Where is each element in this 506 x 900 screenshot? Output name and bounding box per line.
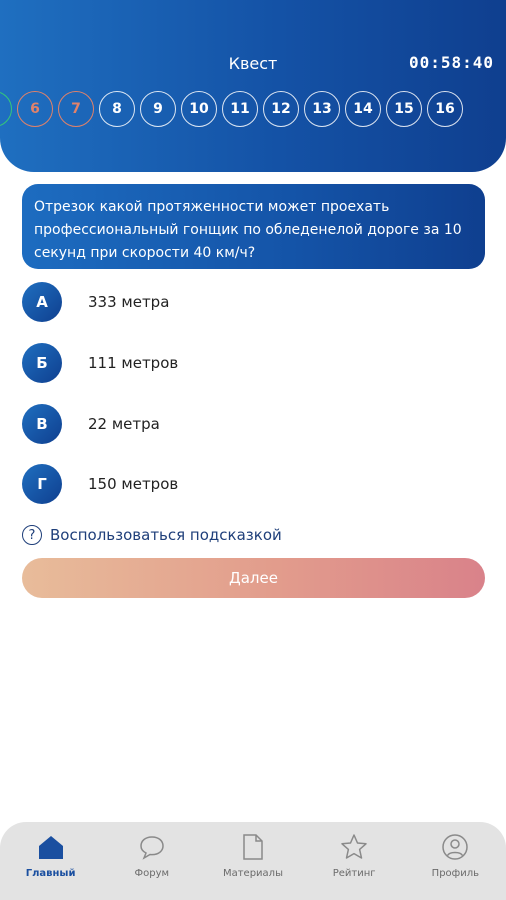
nav-label: Профиль — [431, 868, 479, 879]
answer-text: 22 метра — [88, 415, 160, 433]
chat-bubble-icon — [137, 832, 167, 862]
hint-label: Воспользоваться подсказкой — [50, 526, 282, 544]
nav-label: Рейтинг — [332, 868, 376, 879]
step-11[interactable]: 11 — [222, 91, 258, 127]
nav-item-rating[interactable] — [309, 832, 399, 900]
nav-label: Материалы — [222, 868, 283, 879]
page-title: Квест — [228, 54, 278, 73]
question-card — [22, 184, 485, 269]
step-7[interactable]: 7 — [58, 91, 94, 127]
question-circle-icon: ? — [22, 525, 42, 545]
answer-option-b[interactable] — [22, 343, 482, 383]
step-13[interactable]: 13 — [304, 91, 340, 127]
nav-item-profile[interactable] — [410, 832, 500, 900]
step-8[interactable]: 8 — [99, 91, 135, 127]
step-5[interactable] — [0, 91, 12, 127]
nav-label: Главный — [25, 868, 76, 879]
answer-text: 150 метров — [88, 475, 179, 493]
answer-option-c[interactable] — [22, 404, 482, 444]
header — [0, 0, 506, 172]
answer-letter: А — [22, 282, 62, 322]
step-15[interactable]: 15 — [386, 91, 422, 127]
nav-item-home[interactable] — [6, 832, 96, 900]
answer-text: 333 метра — [88, 293, 170, 311]
bottom-nav — [0, 822, 506, 900]
timer: 00:58:40 — [408, 53, 494, 72]
next-button[interactable]: Далее — [22, 558, 485, 598]
answer-letter: В — [22, 404, 62, 444]
nav-item-materials[interactable] — [208, 832, 298, 900]
answer-letter: Г — [22, 464, 62, 504]
star-icon — [339, 832, 369, 862]
step-9[interactable]: 9 — [140, 91, 176, 127]
hint-link[interactable] — [22, 525, 282, 545]
home-icon — [36, 832, 66, 862]
step-16[interactable]: 16 — [427, 91, 463, 127]
answer-option-d[interactable] — [22, 464, 482, 504]
step-12[interactable]: 12 — [263, 91, 299, 127]
nav-item-forum[interactable] — [107, 832, 197, 900]
step-14[interactable]: 14 — [345, 91, 381, 127]
step-6[interactable]: 6 — [17, 91, 53, 127]
step-10[interactable]: 10 — [181, 91, 217, 127]
answer-letter: Б — [22, 343, 62, 383]
question-text: Отрезок какой протяженности может проехать профессиональный гонщик по обледенелой дороге за 10 секунд при скорости 40 км/ч? — [34, 199, 462, 261]
answer-text: 111 метров — [88, 354, 179, 372]
nav-label: Форум — [134, 868, 170, 879]
answer-option-a[interactable] — [22, 282, 482, 322]
question-steps — [0, 91, 463, 131]
document-icon — [238, 832, 268, 862]
user-icon — [440, 832, 470, 862]
